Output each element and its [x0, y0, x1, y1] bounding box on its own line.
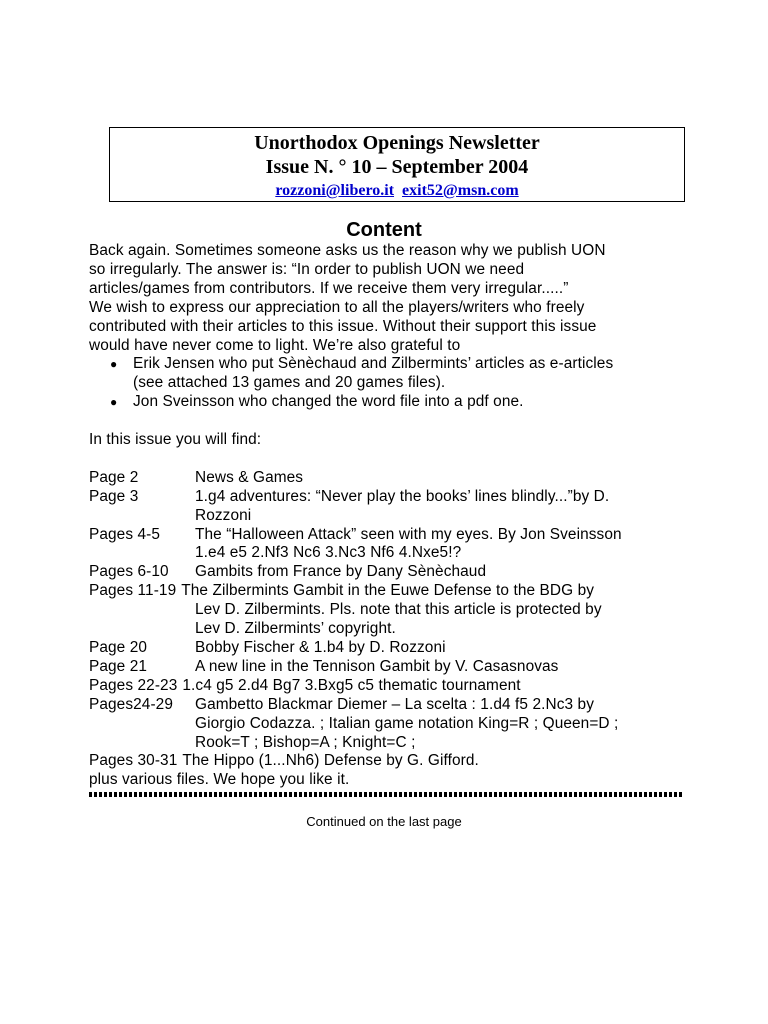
toc-description: The Hippo (1...Nh6) Defense by G. Gifford. [182, 752, 479, 770]
toc-entry [89, 488, 689, 507]
toc-entry [89, 658, 689, 677]
thanks-line: (see attached 13 games and 20 games files). [133, 374, 446, 392]
toc-entry [89, 582, 689, 601]
toc-entry [89, 696, 689, 715]
newsletter-header [109, 127, 685, 202]
thanks-line: Erik Jensen who put Sènèchaud and Zilbermints’ articles as e-articles [133, 355, 614, 373]
thanks-item [89, 393, 689, 412]
toc-description: The Zilbermints Gambit in the Euwe Defense to the BDG by [181, 582, 595, 600]
intro-line: articles/games from contributors. If we receive them very irregular.....” [89, 279, 569, 297]
toc-entry [89, 469, 689, 488]
bullet-icon: ● [110, 357, 118, 372]
intro-line: so irregularly. The answer is: “In order to publish UON we need [89, 260, 525, 278]
intro-line: would have never come to light. We’re also grateful to [89, 336, 461, 354]
body-text [89, 242, 689, 790]
toc-entry [89, 677, 689, 696]
toc-page-number: Pages 6-10 [89, 563, 169, 581]
thanks-item [89, 355, 689, 393]
toc-page-number: Pages 4-5 [89, 525, 161, 543]
toc-page-number: Pages 22-23 [89, 676, 178, 694]
toc-page-number: Pages24-29 [89, 695, 174, 713]
toc-page-number: Page 21 [89, 657, 148, 675]
toc-description: 1.c4 g5 2.d4 Bg7 3.Bxg5 c5 thematic tournament [182, 676, 521, 694]
content-heading: Content [346, 219, 422, 241]
issue-line: Issue N. ° 10 – September 2004 [265, 156, 529, 178]
toc-description: News & Games [195, 468, 304, 486]
toc-description-continued: Giorgio Codazza. ; Italian game notation King=R ; Queen=D ; [195, 714, 619, 732]
toc-entry [89, 752, 689, 771]
intro-line: contributed with their articles to this issue. Without their support this issue [89, 317, 597, 335]
toc-description: 1.g4 adventures: “Never play the books’ lines blindly...”by D. [195, 487, 610, 505]
toc-entry [89, 526, 689, 545]
email-links [110, 181, 684, 201]
email-link-exit52[interactable]: exit52@msn.com [402, 182, 519, 199]
toc-description: Bobby Fischer & 1.b4 by D. Rozzoni [195, 639, 446, 656]
find-line: In this issue you will find: [89, 431, 262, 449]
newsletter-title: Unorthodox Openings Newsletter [254, 132, 540, 154]
toc-page-number: Pages 11-19 [89, 582, 177, 600]
toc-description-continued: Rook=T ; Bishop=A ; Knight=C ; [195, 733, 416, 751]
dotted-divider [89, 792, 683, 797]
toc-description: The “Halloween Attack” seen with my eyes. By Jon Sveinsson [195, 525, 622, 543]
toc-entry [89, 563, 689, 582]
intro-paragraph [89, 242, 689, 355]
bullet-icon: ● [110, 395, 118, 410]
intro-line: Back again. Sometimes someone asks us the reason why we publish UON [89, 242, 606, 259]
toc-page-number: Page 3 [89, 487, 139, 505]
closing-line: plus various files. We hope you like it. [89, 771, 350, 789]
toc-page-number: Page 2 [89, 468, 139, 486]
continued-note: Continued on the last page [306, 814, 462, 829]
toc-description: Gambetto Blackmar Diemer – La scelta : 1.d4 f5 2.Nc3 by [195, 695, 594, 713]
toc-description-continued: Lev D. Zilbermints. Pls. note that this article is protected by [195, 601, 602, 619]
toc-description: A new line in the Tennison Gambit by V. Casasnovas [195, 657, 559, 675]
toc-description-continued: Lev D. Zilbermints’ copyright. [195, 620, 396, 638]
toc-entry [89, 639, 689, 658]
toc-page-number: Pages 30-31 [89, 752, 178, 770]
intro-line: We wish to express our appreciation to all the players/writers who freely [89, 298, 585, 316]
thanks-list [89, 355, 689, 412]
toc-description: Gambits from France by Dany Sènèchaud [195, 563, 487, 581]
toc-description-continued: Rozzoni [195, 506, 252, 524]
toc-description-continued: 1.e4 e5 2.Nf3 Nc6 3.Nc3 Nf6 4.Nxe5!? [195, 544, 462, 562]
email-link-rozzoni[interactable]: rozzoni@libero.it [275, 182, 395, 199]
thanks-line: Jon Sveinsson who changed the word file into a pdf one. [133, 393, 524, 411]
table-of-contents [89, 469, 689, 772]
toc-page-number: Page 20 [89, 639, 148, 656]
